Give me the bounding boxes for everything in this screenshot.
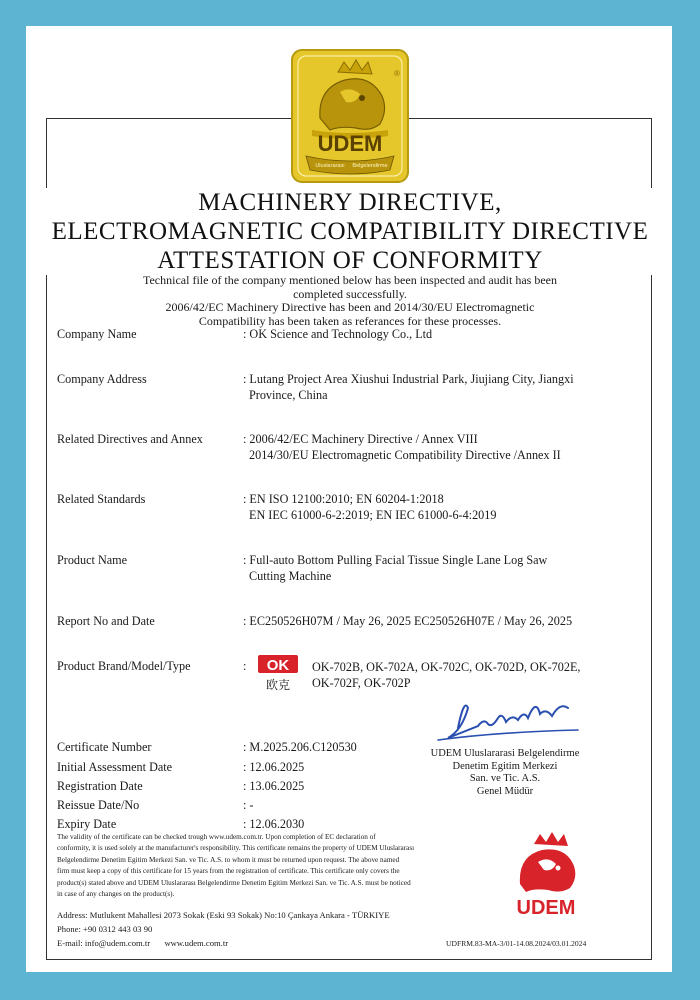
contact-email[interactable]: E-mail: info@udem.com.tr [57, 938, 151, 948]
contact-website-link[interactable]: www.udem.com.tr [164, 938, 229, 948]
company-address-line-2: Province, China [249, 387, 328, 402]
models-line-1: OK-702B, OK-702A, OK-702C, OK-702D, OK-702E, [312, 660, 581, 674]
registration-date-value: : 13.06.2025 [243, 779, 305, 793]
certificate-title [30, 188, 670, 275]
contact-phone: Phone: +90 0312 443 03 90 [57, 924, 153, 934]
company-address-line-1: : Lutang Project Area Xiushui Industrial Park, Jiujiang City, Jiangxi [243, 372, 574, 386]
report-value: : EC250526H07M / May 26, 2025 EC250526H07E / May 26, 2025 [243, 614, 573, 628]
standards-value [243, 492, 643, 523]
intro-line-3: 2006/42/EC Machinery Directive has been and 2014/30/EU Electromagnetic [165, 300, 535, 314]
udem-red-logo [498, 830, 594, 920]
validity-notice [57, 832, 477, 900]
title-line-3: ATTESTATION OF CONFORMITY [157, 247, 543, 274]
directives-label: Related Directives and Annex [57, 432, 203, 446]
intro-line-2: completed successfully. [293, 286, 407, 301]
ok-logo-chinese: 欧克 [265, 678, 291, 692]
udem-logo-text: UDEM [317, 131, 383, 156]
title-line-1: MACHINERY DIRECTIVE, [198, 189, 502, 216]
registration-date-label: Registration Date [57, 779, 143, 793]
standards-label: Related Standards [57, 492, 146, 506]
udem-tagline-1: Uluslararası [315, 163, 345, 169]
intro-line-1: Technical file of the company mentioned below has been inspected and audit has been [142, 273, 557, 287]
intro-text [60, 274, 640, 328]
expiry-date-label: Expiry Date [57, 817, 117, 831]
registered-mark: ® [394, 69, 400, 78]
certificate-number-value: : M.2025.206.C120530 [243, 740, 357, 754]
notice-line-4: firm must keep a copy of this certificate for 15 years from the registration of certificate. This certificate only covers the [57, 867, 400, 876]
signature [428, 688, 588, 748]
expiry-date-value: : 12.06.2030 [243, 817, 305, 831]
ok-logo-text: OK [266, 657, 290, 674]
standards-line-2: EN IEC 61000-6-2:2019; EN IEC 61000-6-4:2019 [249, 507, 497, 522]
udem-red-logo-text: UDEM [516, 897, 576, 919]
contact-email-web [57, 938, 228, 948]
product-line-2: Cutting Machine [249, 568, 332, 583]
directives-line-2: 2014/30/EU Electromagnetic Compatibility Directive /Annex II [249, 447, 561, 462]
directives-value [243, 432, 643, 463]
product-label: Product Name [57, 553, 128, 567]
notice-line-6: in case of any changes on the product(s). [57, 890, 175, 899]
udem-tagline-2: Belgelendirme [352, 163, 388, 169]
report-label: Report No and Date [57, 614, 155, 628]
certificate-number-label: Certificate Number [57, 740, 152, 754]
company-name-value: : OK Science and Technology Co., Ltd [243, 327, 433, 341]
notice-line-1: The validity of the certificate can be checked trough www.udem.com.tr. Upon completion of EC declaration of [57, 833, 376, 841]
product-line-1: : Full-auto Bottom Pulling Facial Tissue Single Lane Log Saw [243, 553, 548, 567]
models-line-2: OK-702F, OK-702P [312, 675, 411, 690]
company-address-label: Company Address [57, 372, 147, 386]
signer-line-4: Genel Müdür [476, 785, 534, 797]
notice-line-2: conformity, it is used solely at the manufacturer's responsibility. This certificate remains the property of UDEM Uluslararası [57, 844, 415, 853]
directives-line-1: : 2006/42/EC Machinery Directive / Annex VIII [243, 432, 478, 446]
reissue-label: Reissue Date/No [57, 798, 140, 812]
company-name-label: Company Name [57, 327, 137, 341]
signer-line-3: San. ve Tic. A.S. [469, 773, 541, 784]
title-line-2: ELECTROMAGNETIC COMPATIBILITY DIRECTIVE [51, 218, 649, 245]
initial-assessment-value: : 12.06.2025 [243, 760, 305, 774]
model-list [312, 660, 612, 691]
contact-address: Address: Mutlukent Mahallesi 2073 Sokak (Eski 93 Sokak) No:10 Çankaya Ankara - TÜRKIYE [57, 910, 390, 920]
initial-assessment-label: Initial Assessment Date [57, 760, 173, 774]
reissue-value: : - [243, 798, 254, 812]
notice-line-5: product(s) stated above and UDEM Uluslararası Belgelendirme Denetim Egitim Merkezi San. ve Tic. A.S. must be noticed [57, 878, 411, 887]
udem-gold-logo [290, 48, 410, 184]
signer-line-2: Denetim Egitim Merkezi [452, 760, 558, 772]
form-code: UDFRM.83-MA-3/01-14.08.2024/03.01.2024 [446, 939, 587, 948]
company-address-value [243, 372, 643, 403]
signer-block [420, 748, 590, 798]
brand-model-colon: : [243, 659, 247, 673]
brand-model-label: Product Brand/Model/Type [57, 659, 191, 673]
product-value [243, 553, 643, 584]
intro-line-4: Compatibility has been taken as referances for these processes. [198, 313, 502, 328]
signer-line-1: UDEM Uluslararasi Belgelendirme [430, 748, 580, 759]
notice-line-3: Belgelendirme Denetim Egitim Merkezi San. ve Tic. A.S. to whom it must be returned upon request. The above named [57, 855, 400, 864]
standards-line-1: : EN ISO 12100:2010; EN 60204-1:2018 [243, 492, 444, 506]
ok-brand-logo [256, 654, 300, 692]
